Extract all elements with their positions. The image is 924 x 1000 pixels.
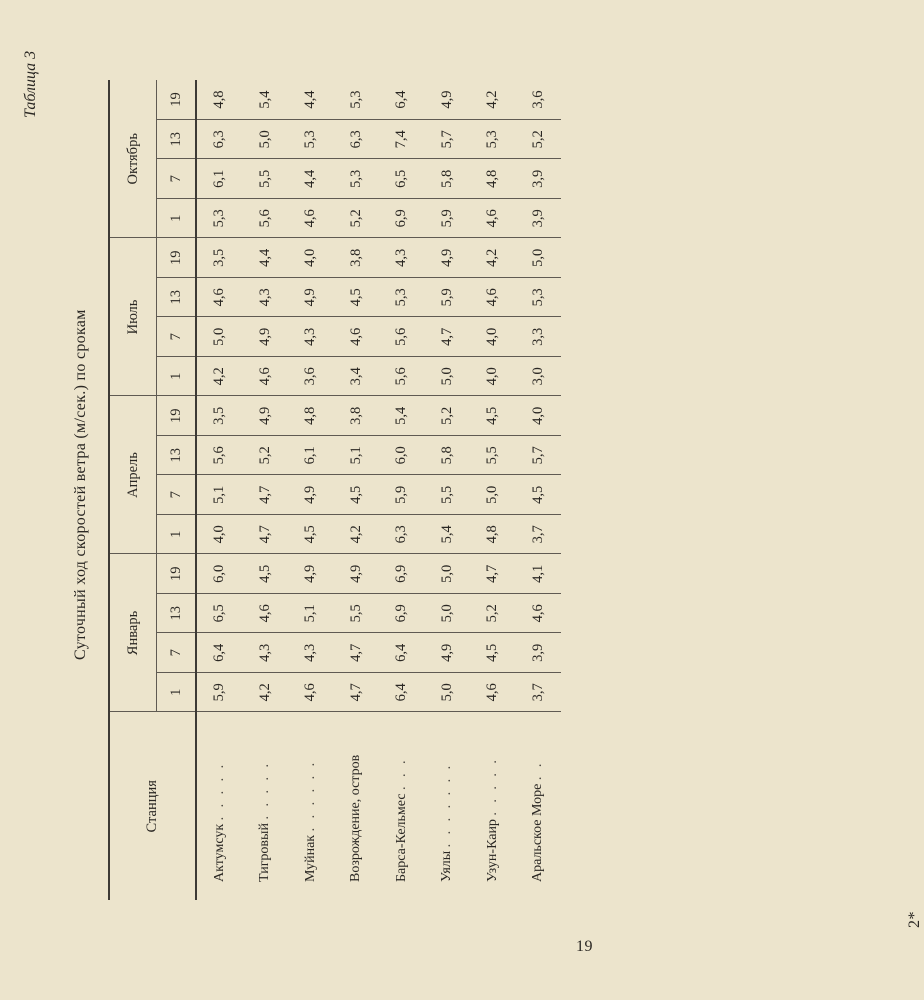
- station-name: Возрождение, остров: [348, 754, 364, 882]
- value-cell: 6,4: [196, 633, 243, 673]
- hour-header: 13: [157, 436, 197, 476]
- station-cell: [243, 712, 289, 900]
- value-cell: 6,1: [288, 436, 334, 476]
- table-row: [288, 80, 334, 900]
- table-row: [425, 80, 471, 900]
- value-cell: 6,3: [379, 515, 425, 555]
- value-cell: 5,6: [196, 436, 243, 476]
- value-cell: 4,6: [470, 673, 516, 713]
- value-cell: 5,1: [288, 594, 334, 634]
- value-cell: 5,0: [425, 594, 471, 634]
- value-cell: 5,2: [470, 594, 516, 634]
- hour-header: 1: [157, 515, 197, 555]
- value-cell: 5,6: [243, 199, 289, 239]
- hour-header: 19: [157, 554, 197, 594]
- value-cell: 5,0: [470, 475, 516, 515]
- value-cell: 4,0: [288, 238, 334, 278]
- value-cell: 4,1: [516, 554, 562, 594]
- value-cell: 5,3: [516, 278, 562, 318]
- value-cell: 4,6: [470, 199, 516, 239]
- table-title: Суточный ход скоростей ветра (м/сек.) по срокам: [72, 309, 89, 660]
- value-cell: 4,7: [334, 633, 380, 673]
- value-cell: 4,6: [196, 278, 243, 318]
- value-cell: 4,9: [334, 554, 380, 594]
- value-cell: 5,0: [425, 357, 471, 397]
- station-cell: [334, 712, 380, 900]
- value-cell: 3,9: [516, 633, 562, 673]
- value-cell: 3,4: [334, 357, 380, 397]
- value-cell: 3,3: [516, 317, 562, 357]
- value-cell: 5,5: [425, 475, 471, 515]
- value-cell: 5,4: [425, 515, 471, 555]
- page-number: 19: [576, 938, 593, 955]
- month-header: Октябрь: [109, 80, 157, 238]
- value-cell: 4,5: [516, 475, 562, 515]
- value-cell: 4,0: [516, 396, 562, 436]
- value-cell: 5,5: [470, 436, 516, 476]
- value-cell: 5,0: [425, 554, 471, 594]
- value-cell: 4,6: [288, 673, 334, 713]
- value-cell: 5,3: [334, 80, 380, 120]
- value-cell: 4,7: [334, 673, 380, 713]
- value-cell: 5,2: [425, 396, 471, 436]
- value-cell: 4,4: [288, 159, 334, 199]
- value-cell: 4,0: [470, 357, 516, 397]
- value-cell: 4,3: [243, 633, 289, 673]
- table-row: [470, 80, 516, 900]
- value-cell: 5,3: [470, 120, 516, 160]
- leader-dots: . . . . .: [257, 761, 273, 820]
- value-cell: 4,8: [196, 80, 243, 120]
- station-cell: [516, 712, 562, 900]
- table-row: [334, 80, 380, 900]
- value-cell: 4,6: [243, 594, 289, 634]
- leader-dots: . . . . . . .: [439, 762, 455, 848]
- value-cell: 6,4: [379, 633, 425, 673]
- station-name: Муйнак: [302, 834, 318, 882]
- station-name: Актумсук: [211, 823, 227, 882]
- leader-dots: . . . . .: [211, 761, 227, 821]
- value-cell: 5,3: [288, 120, 334, 160]
- table-row: [379, 80, 425, 900]
- hour-header: 13: [157, 120, 197, 160]
- hour-header: 19: [157, 396, 197, 436]
- value-cell: 5,2: [243, 436, 289, 476]
- value-cell: 6,5: [379, 159, 425, 199]
- value-cell: 4,5: [334, 278, 380, 318]
- value-cell: 4,2: [196, 357, 243, 397]
- station-name: Уялы: [439, 850, 455, 882]
- value-cell: 4,3: [288, 317, 334, 357]
- hour-header: 13: [157, 278, 197, 318]
- value-cell: 5,1: [334, 436, 380, 476]
- station-name: Тигровый: [257, 823, 273, 882]
- value-cell: 5,7: [516, 436, 562, 476]
- table-number-label: Таблица 3: [22, 50, 39, 118]
- value-cell: 4,9: [288, 554, 334, 594]
- signature-mark: 2*: [906, 911, 923, 928]
- value-cell: 5,3: [334, 159, 380, 199]
- station-cell: [425, 712, 471, 900]
- wind-speed-table: [108, 80, 561, 900]
- value-cell: 4,0: [196, 515, 243, 555]
- value-cell: 4,6: [288, 199, 334, 239]
- value-cell: 4,3: [379, 238, 425, 278]
- value-cell: 5,9: [425, 199, 471, 239]
- value-cell: 4,5: [470, 633, 516, 673]
- value-cell: 4,8: [288, 396, 334, 436]
- value-cell: 4,3: [243, 278, 289, 318]
- value-cell: 3,0: [516, 357, 562, 397]
- station-name: Аральское Море: [530, 783, 546, 882]
- leader-dots: . .: [530, 760, 546, 781]
- value-cell: 5,3: [379, 278, 425, 318]
- value-cell: 6,0: [379, 436, 425, 476]
- leader-dots: . . .: [393, 757, 409, 790]
- value-cell: 3,9: [516, 199, 562, 239]
- value-cell: 6,5: [196, 594, 243, 634]
- value-cell: 3,6: [516, 80, 562, 120]
- value-cell: 5,0: [243, 120, 289, 160]
- month-header: Июль: [109, 238, 157, 396]
- station-column-header: Станция: [109, 712, 196, 900]
- value-cell: 4,5: [243, 554, 289, 594]
- value-cell: 4,5: [288, 515, 334, 555]
- value-cell: 6,4: [379, 673, 425, 713]
- value-cell: 5,4: [379, 396, 425, 436]
- value-cell: 4,4: [288, 80, 334, 120]
- value-cell: 5,7: [425, 120, 471, 160]
- value-cell: 4,2: [470, 80, 516, 120]
- hour-header: 13: [157, 594, 197, 634]
- table-body: [196, 80, 561, 900]
- value-cell: 5,3: [196, 199, 243, 239]
- value-cell: 5,0: [516, 238, 562, 278]
- hour-header: 19: [157, 238, 197, 278]
- value-cell: 6,3: [196, 120, 243, 160]
- table-row: [196, 80, 243, 900]
- value-cell: 4,8: [470, 515, 516, 555]
- value-cell: 5,5: [243, 159, 289, 199]
- value-cell: 3,9: [516, 159, 562, 199]
- value-cell: 6,9: [379, 199, 425, 239]
- value-cell: 5,9: [379, 475, 425, 515]
- value-cell: 4,9: [425, 633, 471, 673]
- value-cell: 6,9: [379, 554, 425, 594]
- value-cell: 4,9: [425, 238, 471, 278]
- value-cell: 3,8: [334, 238, 380, 278]
- hour-header: 1: [157, 199, 197, 239]
- value-cell: 5,5: [334, 594, 380, 634]
- station-name: Барса-Кельмес: [393, 793, 409, 882]
- hour-header: 1: [157, 357, 197, 397]
- hour-header: 7: [157, 317, 197, 357]
- value-cell: 5,2: [334, 199, 380, 239]
- value-cell: 4,2: [470, 238, 516, 278]
- value-cell: 3,5: [196, 396, 243, 436]
- station-cell: [470, 712, 516, 900]
- value-cell: 5,6: [379, 357, 425, 397]
- value-cell: 5,0: [425, 673, 471, 713]
- value-cell: 6,0: [196, 554, 243, 594]
- station-name: Узун-Каир: [484, 819, 500, 882]
- value-cell: 5,8: [425, 159, 471, 199]
- value-cell: 4,6: [516, 594, 562, 634]
- value-cell: 4,3: [288, 633, 334, 673]
- value-cell: 5,1: [196, 475, 243, 515]
- hour-header: 1: [157, 673, 197, 713]
- value-cell: 4,7: [470, 554, 516, 594]
- value-cell: 4,7: [243, 475, 289, 515]
- hour-header: 7: [157, 475, 197, 515]
- value-cell: 4,9: [243, 317, 289, 357]
- value-cell: 4,9: [288, 278, 334, 318]
- value-cell: 3,7: [516, 673, 562, 713]
- value-cell: 3,6: [288, 357, 334, 397]
- value-cell: 4,7: [425, 317, 471, 357]
- value-cell: 5,9: [425, 278, 471, 318]
- value-cell: 4,9: [243, 396, 289, 436]
- station-cell: [196, 712, 243, 900]
- value-cell: 5,4: [243, 80, 289, 120]
- value-cell: 3,7: [516, 515, 562, 555]
- station-cell: [288, 712, 334, 900]
- value-cell: 5,0: [196, 317, 243, 357]
- value-cell: 4,6: [243, 357, 289, 397]
- hour-header: 7: [157, 159, 197, 199]
- hour-header: 7: [157, 633, 197, 673]
- value-cell: 5,9: [196, 673, 243, 713]
- leader-dots: . . . . .: [484, 757, 500, 816]
- value-cell: 4,9: [288, 475, 334, 515]
- table-row: [516, 80, 562, 900]
- value-cell: 6,1: [196, 159, 243, 199]
- value-cell: 7,4: [379, 120, 425, 160]
- value-cell: 5,8: [425, 436, 471, 476]
- value-cell: 4,2: [334, 515, 380, 555]
- month-header: Январь: [109, 554, 157, 712]
- value-cell: 4,5: [334, 475, 380, 515]
- value-cell: 4,5: [470, 396, 516, 436]
- value-cell: 4,9: [425, 80, 471, 120]
- value-cell: 6,4: [379, 80, 425, 120]
- value-cell: 4,7: [243, 515, 289, 555]
- value-cell: 5,6: [379, 317, 425, 357]
- value-cell: 4,6: [470, 278, 516, 318]
- value-cell: 3,5: [196, 238, 243, 278]
- hour-header: 19: [157, 80, 197, 120]
- value-cell: 6,3: [334, 120, 380, 160]
- table-row: [243, 80, 289, 900]
- value-cell: 4,4: [243, 238, 289, 278]
- value-cell: 6,9: [379, 594, 425, 634]
- value-cell: 3,8: [334, 396, 380, 436]
- value-cell: 4,2: [243, 673, 289, 713]
- month-header: Апрель: [109, 396, 157, 554]
- value-cell: 4,8: [470, 159, 516, 199]
- value-cell: 4,0: [470, 317, 516, 357]
- leader-dots: . . . . . .: [302, 759, 318, 832]
- value-cell: 5,2: [516, 120, 562, 160]
- station-cell: [379, 712, 425, 900]
- value-cell: 4,6: [334, 317, 380, 357]
